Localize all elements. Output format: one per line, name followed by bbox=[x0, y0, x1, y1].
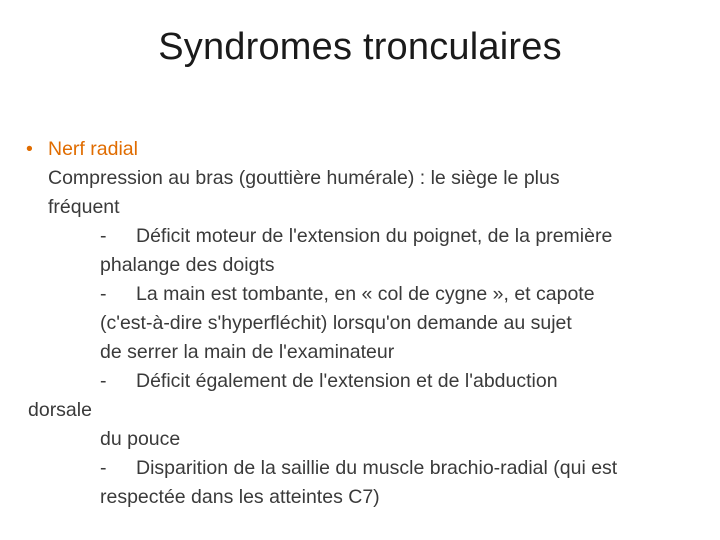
bullet-item-nerf-radial bbox=[26, 135, 138, 164]
text-line: de serrer la main de l'examinateur bbox=[100, 341, 395, 363]
text-line: La main est tombante, en « col de cygne », et capote bbox=[136, 283, 595, 305]
slide-title: Syndromes tronculaires bbox=[158, 26, 562, 68]
text-line: Déficit également de l'extension et de l'abduction bbox=[136, 370, 558, 392]
dash-marker: - bbox=[100, 225, 107, 247]
bullet-icon: • bbox=[26, 138, 33, 160]
dash-item bbox=[100, 222, 612, 251]
bullet-heading: Nerf radial bbox=[48, 138, 138, 160]
dash-marker: - bbox=[100, 283, 107, 305]
dash-marker: - bbox=[100, 370, 107, 392]
text-line: Disparition de la saillie du muscle brachio-radial (qui est bbox=[136, 457, 618, 479]
text-line: du pouce bbox=[100, 428, 181, 450]
text-line: Déficit moteur de l'extension du poignet, de la première bbox=[136, 225, 613, 247]
dash-item bbox=[100, 367, 558, 396]
dash-item bbox=[100, 454, 617, 483]
dash-item bbox=[100, 280, 595, 309]
text-line: phalange des doigts bbox=[100, 254, 275, 276]
text-line: Compression au bras (gouttière humérale) : le siège le plus bbox=[48, 167, 560, 189]
dash-marker: - bbox=[100, 457, 107, 479]
text-line: (c'est-à-dire s'hyperfléchit) lorsqu'on demande au sujet bbox=[100, 312, 572, 334]
text-line: fréquent bbox=[48, 196, 120, 218]
text-line: dorsale bbox=[28, 399, 92, 421]
text-line: respectée dans les atteintes C7) bbox=[100, 486, 380, 508]
